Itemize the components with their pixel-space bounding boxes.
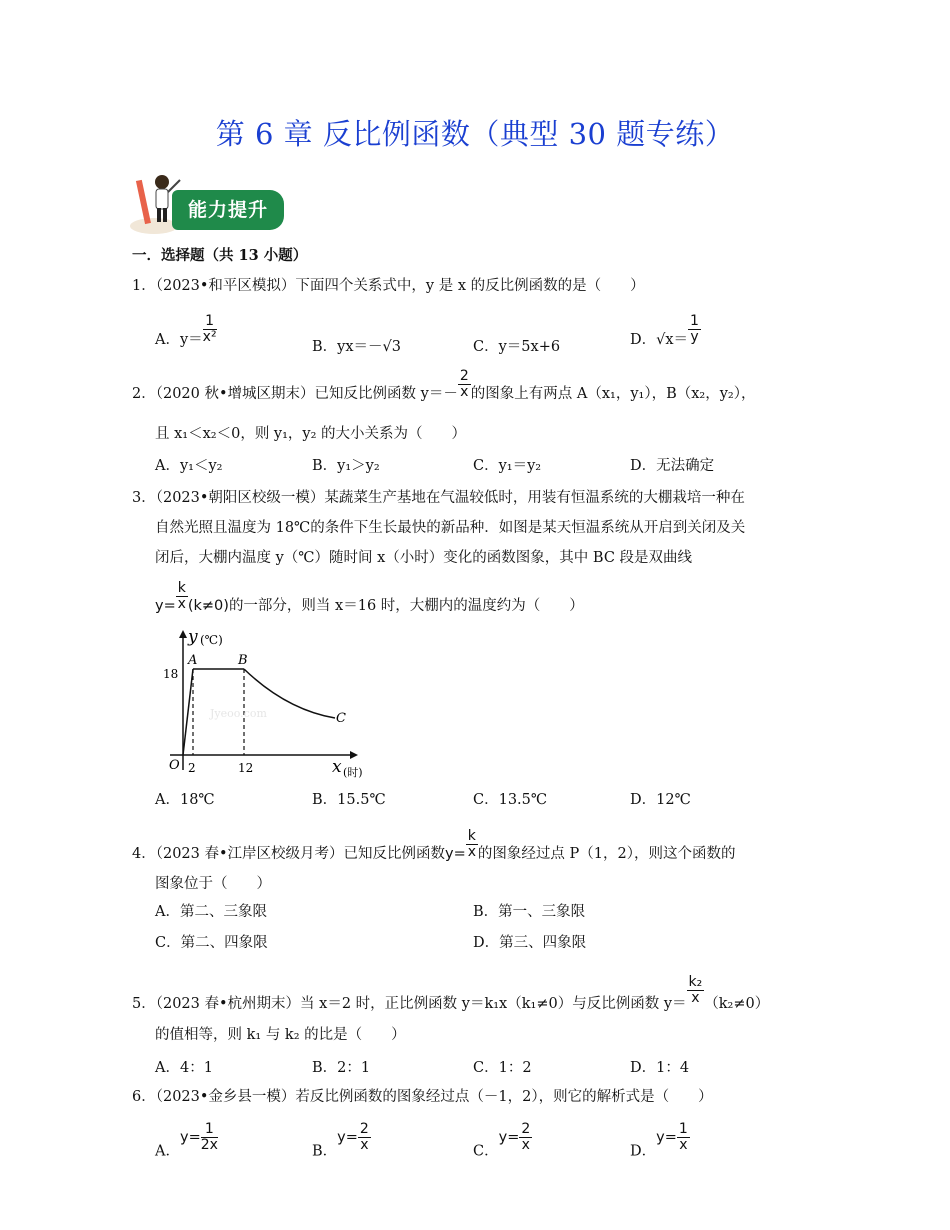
tick-2: 2 (188, 761, 196, 775)
q6-d-eq: y= (656, 1129, 677, 1146)
tick-18: 18 (163, 667, 179, 681)
q3-line1: 3．（2023•朝阳区校级一模）某蔬菜生产基地在气温较低时，用装有恒温系统的大棚栽培一种在 (132, 490, 745, 506)
q5-line2: 的值相等，则 k₁ 与 k₂ 的比是（ ） (155, 1027, 406, 1043)
q6-c-fraction (519, 1122, 532, 1153)
q4-stem-a: 4．（2023 春•江岸区校级月考）已知反比例函数 (132, 846, 446, 862)
q3-graph (150, 622, 380, 782)
q5-stem (132, 973, 770, 1014)
q4-option-b: B．第一、三象限 (473, 904, 586, 920)
q6-a-den: 2x (200, 1137, 218, 1153)
q6-d-den: x (679, 1137, 688, 1153)
q3-eq-pre: y= (155, 598, 176, 614)
q4-option-d: D．第三、四象限 (473, 935, 587, 951)
x-axis-label: x (332, 757, 342, 777)
q4-stem (132, 827, 736, 864)
q2-option-a: A．y₁＜y₂ (155, 458, 223, 474)
q6-b-den: x (360, 1137, 369, 1153)
q6-c-num: 2 (521, 1121, 531, 1137)
q3-option-a: A．18℃ (155, 792, 215, 808)
q6-d-num: 1 (678, 1121, 688, 1137)
q2-den: x (460, 383, 469, 400)
q5-option-a: A．4：1 (155, 1060, 213, 1076)
q4-stem-b: 的图象经过点 P（1，2），则这个函数的 (477, 846, 736, 862)
q6-a-label: A． (155, 1143, 180, 1160)
q1-a-label: A．y＝ (155, 332, 203, 348)
section-badge: 能力提升 (172, 190, 284, 230)
point-a: A (188, 653, 198, 668)
q2-stem (132, 367, 756, 404)
q3-line4 (155, 579, 584, 616)
q1-option-c: C．y＝5x+6 (473, 339, 561, 355)
q3-line3: 闭后，大棚内温度 y（℃）随时间 x（小时）变化的函数图象，其中 BC 段是双曲线 (155, 550, 693, 566)
q6-c-eq: y= (498, 1129, 520, 1146)
q1-option-d (630, 312, 701, 350)
q2-option-c: C．y₁＝y₂ (473, 458, 542, 474)
q2-num: 2 (459, 367, 469, 384)
q3-option-c: C．13.5℃ (473, 792, 548, 808)
q2-stem-b: 的图象上有两点 A（x₁，y₁），B（x₂，y₂）， (470, 386, 756, 402)
q6-b-eq: y= (337, 1129, 358, 1146)
q3-eq-post: (k≠0) (187, 598, 229, 614)
q5-stem-b: （k₂≠0） (704, 996, 770, 1012)
q5-option-d: D．1：4 (630, 1060, 690, 1076)
q6-option-a (155, 1122, 218, 1162)
tick-12: 12 (238, 761, 254, 775)
q1-a-num: 1 (203, 314, 217, 330)
q4-option-a: A．第二、三象限 (155, 904, 267, 920)
y-axis-label: y (188, 627, 198, 647)
q6-b-fraction (358, 1122, 371, 1153)
q4-eq-pre: y= (445, 846, 466, 862)
section-heading: 一．选择题（共 13 小题） (132, 247, 308, 264)
point-b: B (238, 653, 248, 668)
origin-label: O (169, 758, 180, 773)
q6-c-label: C． (473, 1143, 499, 1160)
page-title: 第 6 章 反比例函数（典型 30 题专练） (215, 117, 735, 151)
q2-line2: 且 x₁＜x₂＜0，则 y₁，y₂ 的大小关系为（ ） (155, 426, 467, 442)
q6-a-eq: y= (179, 1129, 201, 1146)
q5-fraction (687, 975, 705, 1006)
q6-a-num: 1 (201, 1122, 218, 1138)
q4-den: x (467, 843, 476, 860)
segment-oa (183, 669, 193, 755)
q5-den: x (691, 989, 700, 1006)
y-axis-arrow (179, 630, 187, 638)
q2-option-b: B．y₁＞y₂ (312, 458, 380, 474)
q6-option-b (312, 1122, 371, 1162)
q6-b-label: B． (312, 1143, 338, 1160)
q1-stem: 1．（2023•和平区模拟）下面四个关系式中，y 是 x 的反比例函数的是（ ） (132, 278, 645, 294)
q5-num: k₂ (688, 973, 703, 990)
q1-d-fraction (688, 314, 701, 345)
q3-option-b: B．15.5℃ (312, 792, 386, 808)
q1-d-label: D．√x＝ (630, 332, 689, 348)
q3-num: k (177, 579, 186, 596)
q6-c-den: x (521, 1137, 530, 1153)
q6-stem: 6．（2023•金乡县一模）若反比例函数的图象经过点（－1，2），则它的解析式是（ ） (132, 1089, 713, 1105)
q1-d-den: y (690, 328, 699, 345)
q5-option-b: B．2：1 (312, 1060, 371, 1076)
q3-line2: 自然光照且温度为 18℃的条件下生长最快的新品种．如图是某天恒温系统从开启到关闭及关 (155, 520, 746, 536)
q6-option-d (630, 1122, 690, 1162)
q2-option-d: D．无法确定 (630, 458, 715, 474)
q6-b-num: 2 (359, 1121, 369, 1137)
watermark: Jyeoo.com (210, 707, 267, 720)
q6-d-fraction (677, 1122, 690, 1153)
q1-a-fraction (203, 314, 217, 345)
q4-option-c: C．第二、四象限 (155, 935, 268, 951)
q1-a-den: x² (202, 328, 217, 345)
q4-fraction (466, 829, 478, 860)
q6-option-c (473, 1122, 532, 1162)
q1-d-num: 1 (690, 312, 699, 329)
q2-stem-a: 2．（2020 秋•增城区期末）已知反比例函数 y＝－ (132, 386, 458, 402)
q6-d-label: D． (630, 1143, 657, 1160)
q3-option-d: D．12℃ (630, 792, 691, 808)
y-axis-unit: (℃) (200, 633, 223, 647)
q4-line2: 图象位于（ ） (155, 876, 271, 892)
q3-line4-text: 的一部分，则当 x＝16 时，大棚内的温度约为（ ） (228, 598, 584, 614)
q6-a-fraction (201, 1122, 218, 1153)
q3-fraction (176, 581, 188, 612)
q3-den: x (177, 595, 186, 612)
q4-num: k (467, 827, 476, 844)
q1-option-a (155, 312, 217, 350)
q5-stem-a: 5．（2023 春•杭州期末）当 x＝2 时，正比例函数 y＝k₁x（k₁≠0）与反比例函数 y＝ (132, 996, 687, 1012)
x-axis-arrow (350, 751, 358, 759)
point-c: C (336, 711, 346, 726)
x-axis-unit: (时) (343, 766, 363, 779)
q1-option-b: B．yx＝－√3 (312, 339, 401, 355)
q2-fraction (458, 369, 471, 400)
q5-option-c: C．1：2 (473, 1060, 532, 1076)
